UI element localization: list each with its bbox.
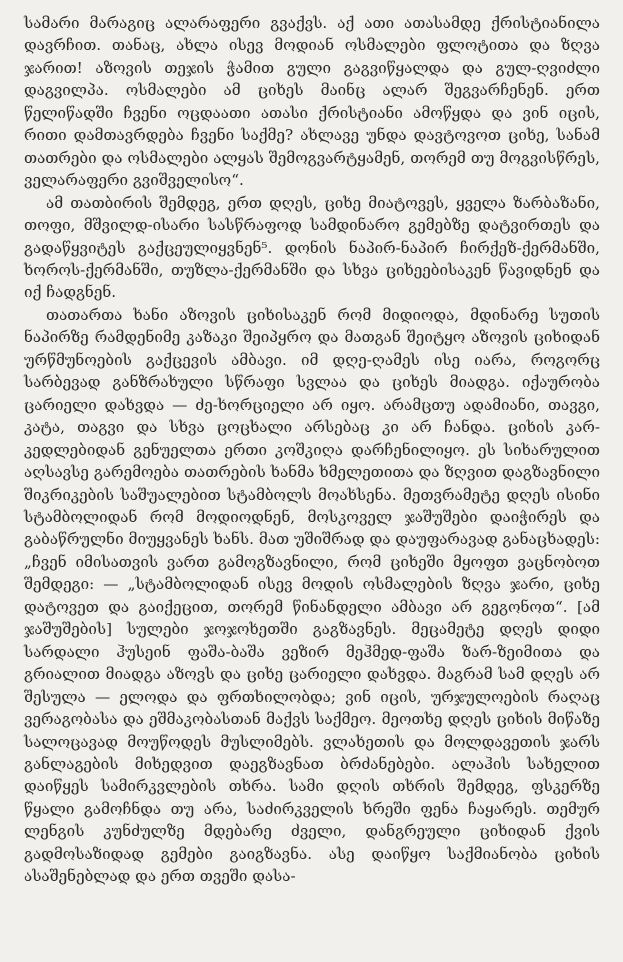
paragraph-1: სამარი მარაგიც ალარაფერი გვაქვს. აქ ათი ათასამდე ქრისტიანილა დავრჩით. თანაც, ახლა ისევ მოდიან ოსმალები ფლოტითა და ზღვა ჯარით! აზოვის თეჯის ჭამით გული გაგვიწყალდა და გულ-ღვიძლი დაგვილპა. ოსმალები ამ ციხეს მაინც ალარ შეგვარჩენენ. ერთ წელიწადში ჩვენი ოცდაათი ათასი ქრისტიანი ამოწყდა და ვინ იცის, რითი დამთავრდება ჩვენი საქმე? ახლავე უნდა დავტოვოთ ციხე, სანამ თათრები და ოსმალები ალყას შემოგვარტყამენ, თორემ თუ მოგვისწრეს, ველარაფერი გვიშველისო“. [24,14,600,190]
body-text [24,12,600,888]
paragraph-3: თათართა ხანი აზოვის ციხისაკენ რომ მიდიოდა, მდინარე სუთის ნაპირზე რამდენიმე კაზაკი შეიპყრო და მათგან შეიტყო აზოვის ციხიდან ურწმუნოების გაქცევის ამბავი. იმ დღე-ღამეს ისე იარა, როგორც სარბევად განზრახული სწრაფი სვლაა და ციხეს მიადგა. იქაურობა ცარიელი დახვდა — ძე-ხორციელი არ იყო. არამცთუ ადამიანი, თავგი, კატა, თაგვი და სხვა ცოცხალი არსებაც კი არ ჩანდა. ციხის კარ-კედლებიდან გენუელთა ერთი კოშკიღა დარჩენილიყო. ეს სიხარულით აღსავსე გარემოება თათრების ხანმა ხმელეთითა და ზღვით დაგზავნილი შიკრიკების საშუალებით სტამბოლს მოახსენა. მეთვრამეტე დღეს ისინი სტამბოლიდან რომ მოდიოდნენ, მოსკოველ ჯაშუშები დაიჭირეს და გაბაწრულნი მიუყვანეს ხანს. მათ უშიშრად და დაუფარავად განაცხადეს: „ჩვენ იმისათვის ვართ გამოგზავნილი, რომ ციხეში მყოფთ ვაცნობოთ შემდეგი: — „სტამბოლიდან ისევ მოდის ოსმალების ზღვა ჯარი, ციხე დატოვეთ და გაიქეცით, თორემ წინანდელი ამბავი არ გეგონოთ“. [ამ ჯაშუშების] სულები ჯოჯოხეთში გაგზავნეს. მეცამეტე დღეს დიდი სარდალი ჰუსეინ ფაშა-ბაშა ვეზირ მეჰმედ-ფაშა ზარ-ზეიმითა და გრიალით მიადგა აზოვს და ციხე ცარიელი დახვდა. მაგრამ სამ დღეს არ შესულა — ელოდა და ფრთხილობდა; ვინ იცის, ურჯულოების რაღაც ვერაგობასა და ეშმაკობასთან მაქვს საქმეო. მეოთხე დღეს ციხის მიწაზე სალოცავად მოუწოდეს მუსლიმებს. ვლახეთის და მოლდავეთის ჯარს განლაგების მიხედვით დაეგზავნათ ბრძანებები. ალაჰის სახელით დაიწყეს სამირკვლების თხრა. სამი დღის თხრის შემდეგ, ფსკერზე წყალი გამოჩნდა თუ არა, საძირკველის ხრეში ფენა ჩაყარეს. თემურ ლენგის კუნძულზე მდებარე ძველი, დანგრეული ციხიდან ქვის გადმოსაზიდად გემები გაიგზავნა. ასე დაიწყო საქმიანობა ციხის ასაშენებლად და ერთ თვეში დასა- [24,305,600,886]
paragraph-2: ამ თათბირის შემდეგ, ერთ დღეს, ციხე მიატოვეს, ყველა ზარბაზანი, თოფი, მშვილდ-ისარი სასწრაფოდ სამდინარო გემებზე დატვირთეს და გადაწყვიტეს გაქცეულიყვნენ⁵. დონის ნაპირ-ნაპირ ჩირქეზ-ქერმანში, ხოროს-ქერმანში, თუზლა-ქერმანში და სხვა ციხეებისაკენ წავიდნენ და იქ ჩადგნენ. [24,193,600,302]
